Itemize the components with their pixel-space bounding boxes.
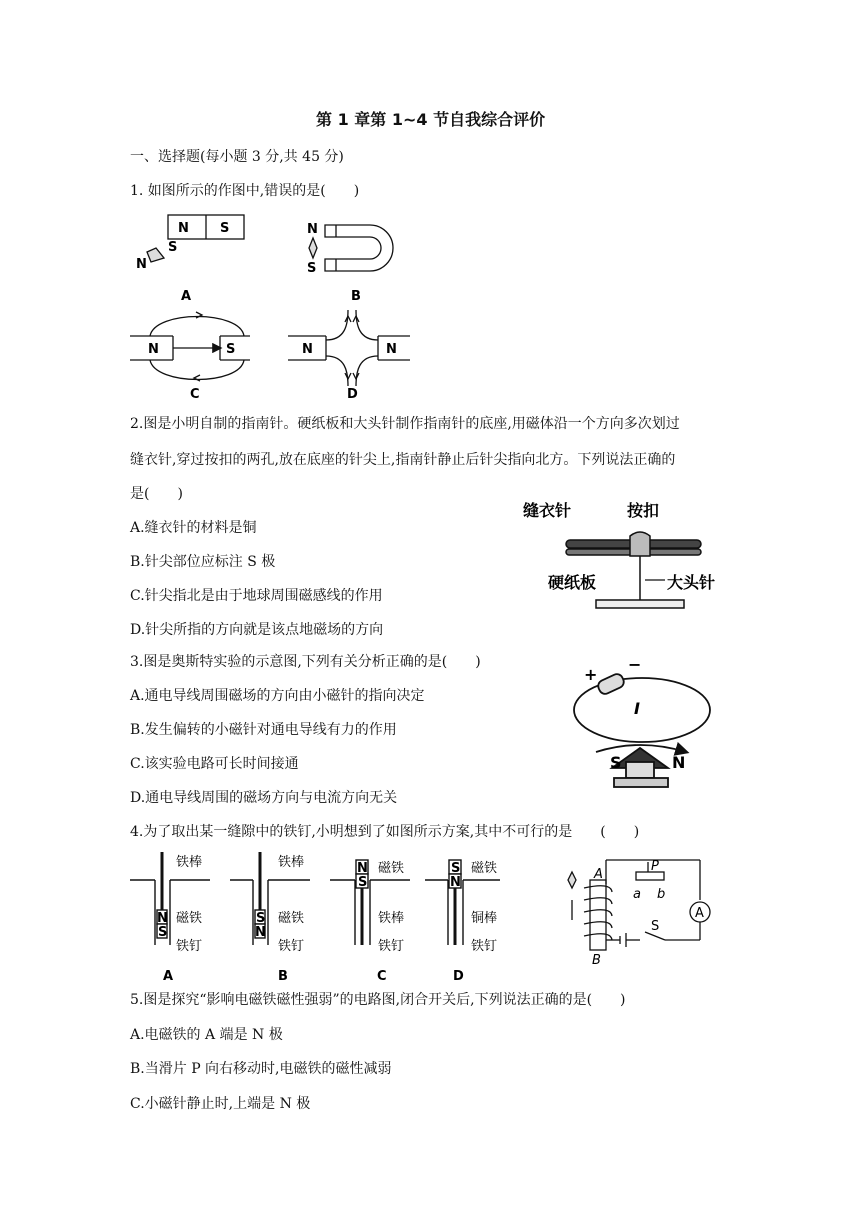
q5-option-b: B.当滑片 P 向右移动时,电磁铁的磁性减弱 [130,1061,392,1077]
svg-text:铁钉: 铁钉 [278,939,305,954]
svg-text:铁棒: 铁棒 [378,911,405,926]
svg-text:S: S [651,919,660,934]
svg-text:按扣: 按扣 [627,501,660,520]
svg-text:S: S [358,875,368,890]
q5-option-c: C.小磁针静止时,上端是 N 极 [130,1096,311,1112]
q2-stem-line1: 2.图是小明自制的指南针。硬纸板和大头针制作指南针的底座,用磁体沿一个方向多次划过 [130,416,680,432]
q2-stem-line2: 缝衣针,穿过按扣的两孔,放在底座的针尖上,指南针静止后针尖指向北方。下列说法正确的 [130,452,676,468]
q5-option-a: A.电磁铁的 A 端是 N 极 [130,1027,283,1043]
svg-text:N: N [136,257,147,272]
page-title: 第 1 章第 1~4 节自我综合评价 [316,110,546,129]
q2-option-d: D.针尖所指的方向就是该点地磁场的方向 [130,622,384,638]
svg-text:B: B [278,969,288,984]
svg-text:S: S [451,861,461,876]
svg-text:a: a [633,887,641,902]
q1-label-b: B [351,289,361,304]
svg-text:缝衣针: 缝衣针 [523,501,572,520]
svg-text:I: I [634,699,640,718]
svg-text:+: + [584,665,598,684]
svg-text:铁棒: 铁棒 [176,855,203,870]
svg-text:磁铁: 磁铁 [378,861,405,876]
svg-text:铁钉: 铁钉 [176,939,203,954]
svg-text:N: N [178,221,189,236]
svg-text:大头针: 大头针 [667,573,716,592]
svg-text:P: P [651,859,659,874]
svg-text:N: N [357,861,368,876]
svg-text:S: S [220,221,230,236]
svg-text:S: S [256,911,266,926]
q1-stem: 1. 如图所示的作图中,错误的是( ) [130,183,360,199]
svg-text:A: A [695,906,704,921]
q5-stem: 5.图是探究“影响电磁铁磁性强弱”的电路图,闭合开关后,下列说法正确的是( ) [130,992,626,1008]
q2-stem-line3: 是( ) [130,486,183,502]
svg-text:铁棒: 铁棒 [278,855,305,870]
svg-text:N: N [255,925,266,940]
svg-text:A: A [594,867,603,882]
svg-text:B: B [592,953,601,968]
q3-option-b: B.发生偏转的小磁针对通电导线有力的作用 [130,722,397,738]
q2-option-a: A.缝衣针的材料是铜 [130,520,257,536]
svg-text:磁铁: 磁铁 [278,911,305,926]
q2-option-c: C.针尖指北是由于地球周围磁感线的作用 [130,588,383,604]
svg-text:N: N [148,342,159,357]
svg-text:磁铁: 磁铁 [471,861,498,876]
q1-label-d: D [347,387,358,402]
q4-stem: 4.为了取出某一缝隙中的铁钉,小明想到了如图所示方案,其中不可行的是 ( ) [130,824,640,840]
q3-option-a: A.通电导线周围磁场的方向由小磁针的指向决定 [130,688,425,704]
svg-text:D: D [453,969,464,984]
svg-text:N: N [386,342,397,357]
svg-text:S: S [226,342,236,357]
svg-text:N: N [672,753,686,772]
svg-text:铁钉: 铁钉 [471,939,498,954]
svg-text:N: N [157,911,168,926]
svg-text:S: S [158,925,168,940]
q3-option-c: C.该实验电路可长时间接通 [130,756,299,772]
svg-text:C: C [377,969,387,984]
q3-option-d: D.通电导线周围的磁场方向与电流方向无关 [130,790,398,806]
svg-text:铁钉: 铁钉 [378,939,405,954]
svg-text:N: N [307,222,318,237]
svg-text:S: S [307,261,317,276]
svg-text:S: S [610,753,622,772]
svg-text:S: S [168,240,178,255]
svg-text:磁铁: 磁铁 [176,911,203,926]
svg-text:−: − [628,655,642,674]
svg-text:N: N [302,342,313,357]
q1-label-c: C [190,387,200,402]
svg-text:硬纸板: 硬纸板 [548,573,597,592]
section-heading: 一、选择题(每小题 3 分,共 45 分) [130,149,344,165]
q2-option-b: B.针尖部位应标注 S 极 [130,554,276,570]
svg-text:铜棒: 铜棒 [471,911,498,926]
svg-text:b: b [657,887,666,902]
q3-stem: 3.图是奥斯特实验的示意图,下列有关分析正确的是( ) [130,654,481,670]
svg-text:N: N [450,875,461,890]
svg-text:A: A [163,969,174,984]
q1-label-a: A [181,289,192,304]
